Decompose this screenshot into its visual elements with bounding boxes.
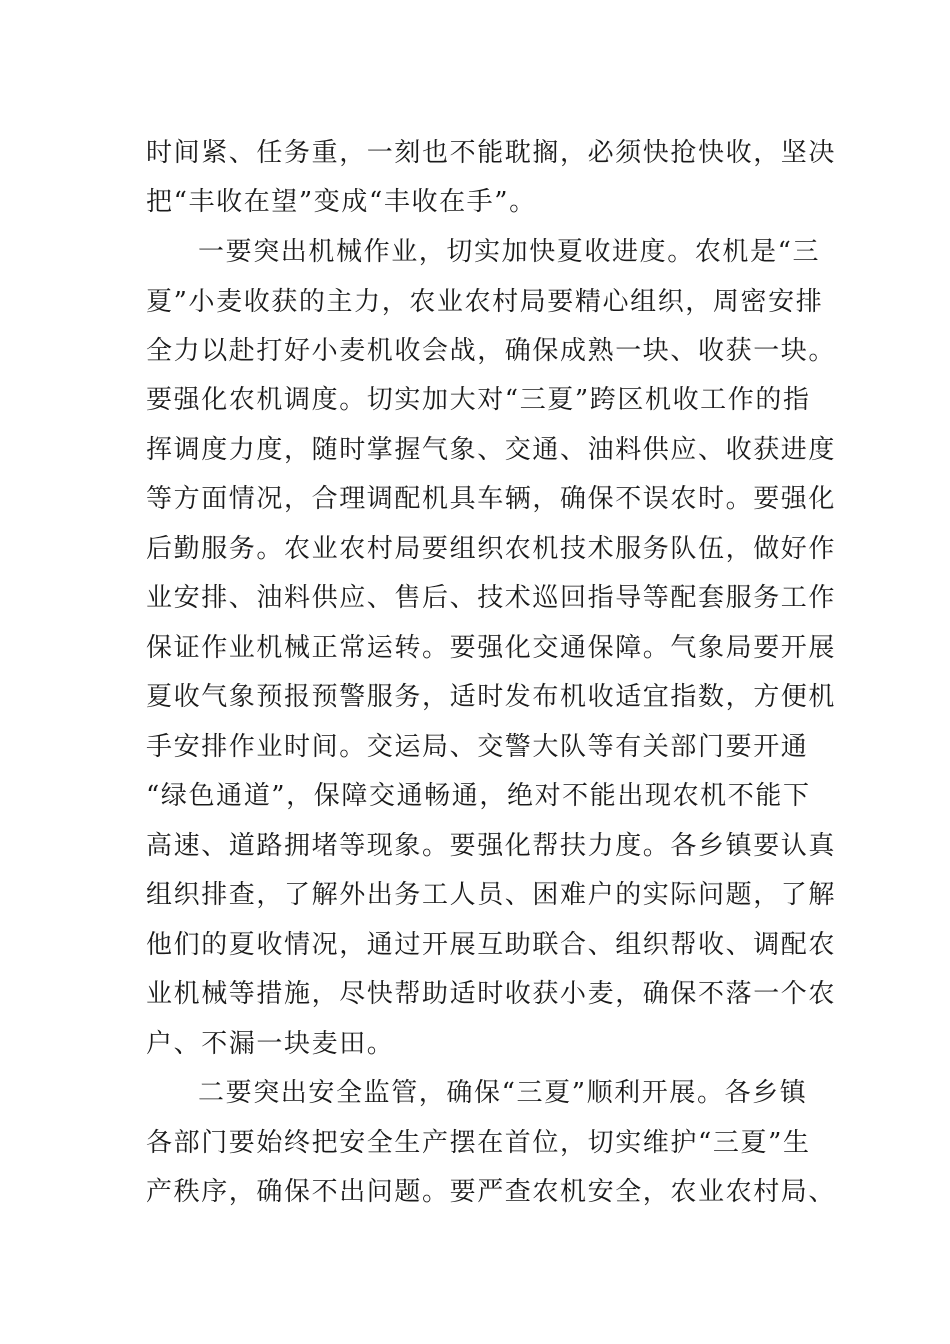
text-line-9: 后勤服务。农业农村局要组织农机技术服务队伍，做好作 — [146, 534, 837, 564]
text-line-15: 高速、道路拥堵等现象。要强化帮扶力度。各乡镇要认真 — [146, 831, 837, 861]
text-line-11: 保证作业机械正常运转。要强化交通保障。气象局要开展 — [146, 633, 837, 663]
text-line-8: 等方面情况，合理调配机具车辆，确保不误农时。要强化 — [146, 484, 837, 514]
text-line-10: 业安排、油料供应、售后、技术巡回指导等配套服务工作 — [146, 583, 837, 613]
text-line-18: 业机械等措施，尽快帮助适时收获小麦，确保不落一个农 — [146, 979, 837, 1009]
paragraph-1-first-line: 一要突出机械作业，切实加快夏收进度。农机是“三 — [198, 237, 821, 267]
text-line-4: 夏”小麦收获的主力，农业农村局要精心组织，周密安排 — [146, 287, 824, 317]
text-line-6: 要强化农机调度。切实加大对“三夏”跨区机收工作的指 — [146, 385, 811, 415]
text-line-22: 产秩序，确保不出问题。要严查农机安全，农业农村局、 — [146, 1177, 837, 1207]
text-line-1: 时间紧、任务重，一刻也不能耽搁，必须快抢快收，坚决 — [146, 138, 837, 168]
text-line-12: 夏收气象预报预警服务，适时发布机收适宜指数，方便机 — [146, 682, 837, 712]
text-line-13: 手安排作业时间。交运局、交警大队等有关部门要开通 — [146, 732, 809, 762]
text-line-7: 挥调度力度，随时掌握气象、交通、油料供应、收获进度 — [146, 435, 837, 465]
text-line-19: 户、不漏一块麦田。 — [146, 1029, 395, 1059]
paragraph-2-first-line: 二要突出安全监管，确保“三夏”顺利开展。各乡镇 — [198, 1078, 808, 1108]
text-line-17: 他们的夏收情况，通过开展互助联合、组织帮收、调配农 — [146, 930, 837, 960]
text-line-21: 各部门要始终把安全生产摆在首位，切实维护“三夏”生 — [146, 1128, 811, 1158]
text-line-2: 把“丰收在望”变成“丰收在手”。 — [146, 187, 537, 217]
text-line-16: 组织排查，了解外出务工人员、困难户的实际问题，了解 — [146, 880, 837, 910]
text-line-5: 全力以赴打好小麦机收会战，确保成熟一块、收获一块。 — [146, 336, 837, 366]
text-line-14: “绿色通道”，保障交通畅通，绝对不能出现农机不能下 — [146, 781, 811, 811]
